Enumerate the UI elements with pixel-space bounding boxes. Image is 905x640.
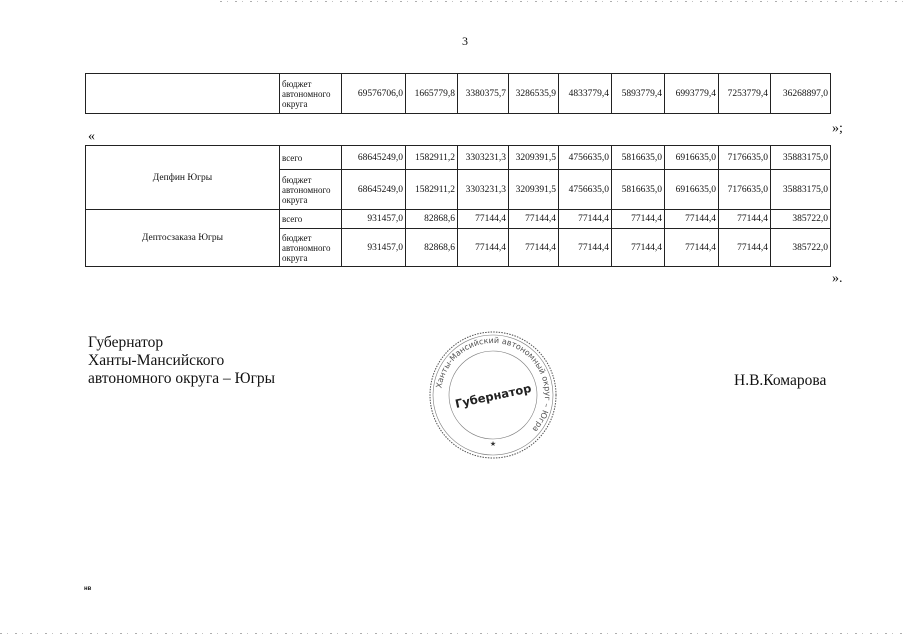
empty-name-cell — [86, 74, 280, 114]
value-cell: 3380375,7 — [458, 74, 509, 114]
value-cell: 385722,0 — [771, 210, 831, 229]
table-row — [86, 146, 831, 170]
value-cell: 36268897,0 — [771, 74, 831, 114]
signer-title-line: Ханты-Мансийского — [88, 352, 225, 369]
value-cell: 7176635,0 — [719, 146, 771, 170]
value-cell: 77144,4 — [458, 229, 509, 267]
value-cell: 77144,4 — [665, 210, 719, 229]
value-cell: 3286535,9 — [509, 74, 559, 114]
value-cell: 77144,4 — [665, 229, 719, 267]
value-cell: 68645249,0 — [342, 170, 406, 210]
value-cell: 77144,4 — [559, 229, 612, 267]
value-cell: 6916635,0 — [665, 146, 719, 170]
value-cell: 5893779,4 — [612, 74, 665, 114]
seal-center-text: Губернатор — [453, 381, 533, 411]
seal-ring-text: Ханты-Мансийский автономный округ – Югра — [434, 335, 553, 434]
budget-table-continuation — [85, 73, 831, 114]
page-number: 3 — [462, 34, 468, 48]
table-row — [86, 210, 831, 229]
scan-artifact-top — [220, 1, 905, 2]
value-cell: 77144,4 — [719, 229, 771, 267]
scan-artifact-bottom — [0, 633, 905, 634]
value-cell: 77144,4 — [458, 210, 509, 229]
value-cell: 82868,6 — [406, 229, 458, 267]
signer-name: Н.В.Комарова — [734, 372, 827, 389]
closing-quote: ». — [832, 271, 843, 286]
value-cell: 931457,0 — [342, 210, 406, 229]
closing-quote: »; — [832, 121, 843, 136]
value-cell: 3303231,3 — [458, 170, 509, 210]
value-cell: 68645249,0 — [342, 146, 406, 170]
value-cell: 1665779,8 — [406, 74, 458, 114]
value-cell: 5816635,0 — [612, 170, 665, 210]
footer-code: нв — [84, 586, 92, 592]
seal-star-icon: ★ — [489, 440, 497, 448]
value-cell: 4756635,0 — [559, 146, 612, 170]
value-cell: 931457,0 — [342, 229, 406, 267]
value-cell: 77144,4 — [559, 210, 612, 229]
value-cell: 77144,4 — [509, 210, 559, 229]
value-cell: 3209391,5 — [509, 146, 559, 170]
source-cell: всего — [280, 210, 342, 229]
value-cell: 5816635,0 — [612, 146, 665, 170]
value-cell: 6993779,4 — [665, 74, 719, 114]
table-row — [86, 74, 831, 114]
value-cell: 77144,4 — [509, 229, 559, 267]
signature-block — [88, 334, 275, 388]
source-cell: всего — [280, 146, 342, 170]
signer-title-line: автономного округа – Югры — [88, 370, 276, 387]
official-seal — [423, 325, 563, 465]
source-cell: бюджет автономного округа — [280, 229, 342, 267]
source-cell: бюджет автономного округа — [280, 170, 342, 210]
value-cell: 3209391,5 — [509, 170, 559, 210]
department-name-cell: Дептосзаказа Югры — [86, 210, 280, 267]
department-name-cell: Депфин Югры — [86, 146, 280, 210]
value-cell: 77144,4 — [612, 210, 665, 229]
value-cell: 385722,0 — [771, 229, 831, 267]
source-cell: бюджет автономного округа — [280, 74, 342, 114]
value-cell: 6916635,0 — [665, 170, 719, 210]
value-cell: 77144,4 — [612, 229, 665, 267]
value-cell: 77144,4 — [719, 210, 771, 229]
value-cell: 1582911,2 — [406, 146, 458, 170]
budget-table — [85, 145, 831, 267]
value-cell: 7176635,0 — [719, 170, 771, 210]
value-cell: 4756635,0 — [559, 170, 612, 210]
value-cell: 1582911,2 — [406, 170, 458, 210]
value-cell: 3303231,3 — [458, 146, 509, 170]
value-cell: 35883175,0 — [771, 146, 831, 170]
opening-quote: « — [88, 129, 95, 144]
signer-title-line: Губернатор — [88, 334, 164, 351]
value-cell: 69576706,0 — [342, 74, 406, 114]
value-cell: 35883175,0 — [771, 170, 831, 210]
value-cell: 7253779,4 — [719, 74, 771, 114]
value-cell: 82868,6 — [406, 210, 458, 229]
value-cell: 4833779,4 — [559, 74, 612, 114]
